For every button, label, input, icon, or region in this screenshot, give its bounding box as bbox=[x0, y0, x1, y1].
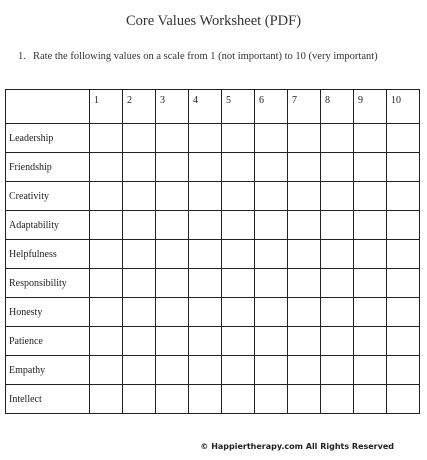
rating-cell-honesty-4[interactable] bbox=[189, 298, 222, 327]
rating-cell-helpfulness-9[interactable] bbox=[354, 240, 387, 269]
rating-cell-intellect-4[interactable] bbox=[189, 385, 222, 414]
scale-header-4: 4 bbox=[189, 90, 222, 124]
rating-cell-leadership-3[interactable] bbox=[156, 124, 189, 153]
rating-cell-creativity-7[interactable] bbox=[288, 182, 321, 211]
value-label: Patience bbox=[6, 327, 90, 356]
rating-cell-empathy-5[interactable] bbox=[222, 356, 255, 385]
grid-corner-cell bbox=[6, 90, 90, 124]
question-1 bbox=[18, 49, 378, 64]
value-row-friendship bbox=[6, 153, 420, 182]
rating-cell-patience-5[interactable] bbox=[222, 327, 255, 356]
rating-cell-honesty-9[interactable] bbox=[354, 298, 387, 327]
rating-cell-adaptability-9[interactable] bbox=[354, 211, 387, 240]
rating-cell-intellect-1[interactable] bbox=[90, 385, 123, 414]
rating-cell-empathy-9[interactable] bbox=[354, 356, 387, 385]
scale-header-6: 6 bbox=[255, 90, 288, 124]
value-row-responsibility bbox=[6, 269, 420, 298]
rating-cell-creativity-6[interactable] bbox=[255, 182, 288, 211]
rating-cell-helpfulness-4[interactable] bbox=[189, 240, 222, 269]
rating-cell-friendship-8[interactable] bbox=[321, 153, 354, 182]
rating-cell-friendship-5[interactable] bbox=[222, 153, 255, 182]
scale-header-9: 9 bbox=[354, 90, 387, 124]
value-row-creativity bbox=[6, 182, 420, 211]
value-label: Intellect bbox=[6, 385, 90, 414]
rating-cell-patience-7[interactable] bbox=[288, 327, 321, 356]
rating-cell-friendship-1[interactable] bbox=[90, 153, 123, 182]
scale-header-10: 10 bbox=[387, 90, 420, 124]
rating-cell-adaptability-8[interactable] bbox=[321, 211, 354, 240]
rating-cell-helpfulness-3[interactable] bbox=[156, 240, 189, 269]
rating-cell-creativity-8[interactable] bbox=[321, 182, 354, 211]
rating-cell-creativity-2[interactable] bbox=[123, 182, 156, 211]
rating-cell-patience-6[interactable] bbox=[255, 327, 288, 356]
rating-cell-leadership-4[interactable] bbox=[189, 124, 222, 153]
rating-cell-empathy-1[interactable] bbox=[90, 356, 123, 385]
rating-cell-helpfulness-7[interactable] bbox=[288, 240, 321, 269]
grid-header-row bbox=[6, 90, 420, 124]
rating-cell-friendship-6[interactable] bbox=[255, 153, 288, 182]
rating-cell-leadership-5[interactable] bbox=[222, 124, 255, 153]
scale-header-7: 7 bbox=[288, 90, 321, 124]
rating-cell-patience-3[interactable] bbox=[156, 327, 189, 356]
rating-cell-intellect-3[interactable] bbox=[156, 385, 189, 414]
rating-cell-honesty-2[interactable] bbox=[123, 298, 156, 327]
rating-cell-creativity-4[interactable] bbox=[189, 182, 222, 211]
rating-cell-empathy-7[interactable] bbox=[288, 356, 321, 385]
rating-cell-leadership-1[interactable] bbox=[90, 124, 123, 153]
rating-cell-adaptability-2[interactable] bbox=[123, 211, 156, 240]
rating-cell-intellect-2[interactable] bbox=[123, 385, 156, 414]
value-row-patience bbox=[6, 327, 420, 356]
value-label: Helpfulness bbox=[6, 240, 90, 269]
rating-cell-empathy-6[interactable] bbox=[255, 356, 288, 385]
rating-cell-leadership-2[interactable] bbox=[123, 124, 156, 153]
rating-cell-friendship-3[interactable] bbox=[156, 153, 189, 182]
rating-cell-patience-9[interactable] bbox=[354, 327, 387, 356]
rating-cell-responsibility-5[interactable] bbox=[222, 269, 255, 298]
scale-header-3: 3 bbox=[156, 90, 189, 124]
rating-cell-honesty-7[interactable] bbox=[288, 298, 321, 327]
rating-cell-responsibility-4[interactable] bbox=[189, 269, 222, 298]
scale-header-5: 5 bbox=[222, 90, 255, 124]
value-row-intellect bbox=[6, 385, 420, 414]
rating-cell-empathy-2[interactable] bbox=[123, 356, 156, 385]
rating-cell-intellect-8[interactable] bbox=[321, 385, 354, 414]
rating-cell-friendship-9[interactable] bbox=[354, 153, 387, 182]
rating-cell-empathy-3[interactable] bbox=[156, 356, 189, 385]
rating-cell-creativity-3[interactable] bbox=[156, 182, 189, 211]
rating-cell-friendship-2[interactable] bbox=[123, 153, 156, 182]
scale-header-8: 8 bbox=[321, 90, 354, 124]
value-label: Leadership bbox=[6, 124, 90, 153]
rating-cell-helpfulness-10[interactable] bbox=[387, 240, 420, 269]
rating-cell-honesty-5[interactable] bbox=[222, 298, 255, 327]
rating-cell-patience-2[interactable] bbox=[123, 327, 156, 356]
value-label: Creativity bbox=[6, 182, 90, 211]
rating-cell-helpfulness-2[interactable] bbox=[123, 240, 156, 269]
rating-cell-friendship-4[interactable] bbox=[189, 153, 222, 182]
rating-cell-adaptability-10[interactable] bbox=[387, 211, 420, 240]
rating-cell-helpfulness-6[interactable] bbox=[255, 240, 288, 269]
question-text: Rate the following values on a scale from 1 (not important) to 10 (very important) bbox=[33, 51, 378, 62]
rating-cell-leadership-10[interactable] bbox=[387, 124, 420, 153]
rating-cell-intellect-7[interactable] bbox=[288, 385, 321, 414]
rating-cell-honesty-8[interactable] bbox=[321, 298, 354, 327]
rating-cell-leadership-7[interactable] bbox=[288, 124, 321, 153]
rating-cell-intellect-5[interactable] bbox=[222, 385, 255, 414]
rating-cell-helpfulness-5[interactable] bbox=[222, 240, 255, 269]
rating-cell-intellect-10[interactable] bbox=[387, 385, 420, 414]
rating-cell-empathy-8[interactable] bbox=[321, 356, 354, 385]
rating-cell-adaptability-7[interactable] bbox=[288, 211, 321, 240]
rating-cell-responsibility-6[interactable] bbox=[255, 269, 288, 298]
rating-cell-intellect-9[interactable] bbox=[354, 385, 387, 414]
rating-cell-responsibility-9[interactable] bbox=[354, 269, 387, 298]
rating-cell-responsibility-8[interactable] bbox=[321, 269, 354, 298]
rating-cell-honesty-1[interactable] bbox=[90, 298, 123, 327]
rating-cell-intellect-6[interactable] bbox=[255, 385, 288, 414]
rating-cell-responsibility-1[interactable] bbox=[90, 269, 123, 298]
rating-cell-adaptability-1[interactable] bbox=[90, 211, 123, 240]
rating-cell-patience-8[interactable] bbox=[321, 327, 354, 356]
question-number: 1. bbox=[18, 51, 26, 62]
value-row-helpfulness bbox=[6, 240, 420, 269]
value-label: Honesty bbox=[6, 298, 90, 327]
scale-header-1: 1 bbox=[90, 90, 123, 124]
rating-cell-responsibility-2[interactable] bbox=[123, 269, 156, 298]
rating-cell-helpfulness-1[interactable] bbox=[90, 240, 123, 269]
scale-header-2: 2 bbox=[123, 90, 156, 124]
rating-cell-empathy-10[interactable] bbox=[387, 356, 420, 385]
rating-cell-responsibility-3[interactable] bbox=[156, 269, 189, 298]
value-row-empathy bbox=[6, 356, 420, 385]
copyright-footer: © Happiertherapy.com All Rights Reserved bbox=[200, 442, 394, 451]
value-row-leadership bbox=[6, 124, 420, 153]
rating-cell-responsibility-7[interactable] bbox=[288, 269, 321, 298]
rating-grid bbox=[5, 89, 420, 414]
rating-cell-adaptability-5[interactable] bbox=[222, 211, 255, 240]
rating-cell-helpfulness-8[interactable] bbox=[321, 240, 354, 269]
rating-cell-responsibility-10[interactable] bbox=[387, 269, 420, 298]
rating-cell-honesty-3[interactable] bbox=[156, 298, 189, 327]
rating-cell-creativity-1[interactable] bbox=[90, 182, 123, 211]
rating-cell-leadership-8[interactable] bbox=[321, 124, 354, 153]
value-label: Responsibility bbox=[6, 269, 90, 298]
rating-cell-honesty-6[interactable] bbox=[255, 298, 288, 327]
value-label: Empathy bbox=[6, 356, 90, 385]
rating-cell-friendship-7[interactable] bbox=[288, 153, 321, 182]
rating-cell-leadership-6[interactable] bbox=[255, 124, 288, 153]
value-label: Adaptability bbox=[6, 211, 90, 240]
worksheet-title: Core Values Worksheet (PDF) bbox=[125, 13, 302, 29]
rating-cell-honesty-10[interactable] bbox=[387, 298, 420, 327]
rating-cell-patience-1[interactable] bbox=[90, 327, 123, 356]
rating-cell-adaptability-4[interactable] bbox=[189, 211, 222, 240]
rating-cell-creativity-5[interactable] bbox=[222, 182, 255, 211]
rating-cell-friendship-10[interactable] bbox=[387, 153, 420, 182]
rating-cell-patience-4[interactable] bbox=[189, 327, 222, 356]
value-row-adaptability bbox=[6, 211, 420, 240]
value-label: Friendship bbox=[6, 153, 90, 182]
rating-cell-creativity-9[interactable] bbox=[354, 182, 387, 211]
rating-cell-adaptability-3[interactable] bbox=[156, 211, 189, 240]
rating-cell-creativity-10[interactable] bbox=[387, 182, 420, 211]
rating-cell-patience-10[interactable] bbox=[387, 327, 420, 356]
value-row-honesty bbox=[6, 298, 420, 327]
rating-cell-empathy-4[interactable] bbox=[189, 356, 222, 385]
rating-cell-adaptability-6[interactable] bbox=[255, 211, 288, 240]
rating-cell-leadership-9[interactable] bbox=[354, 124, 387, 153]
